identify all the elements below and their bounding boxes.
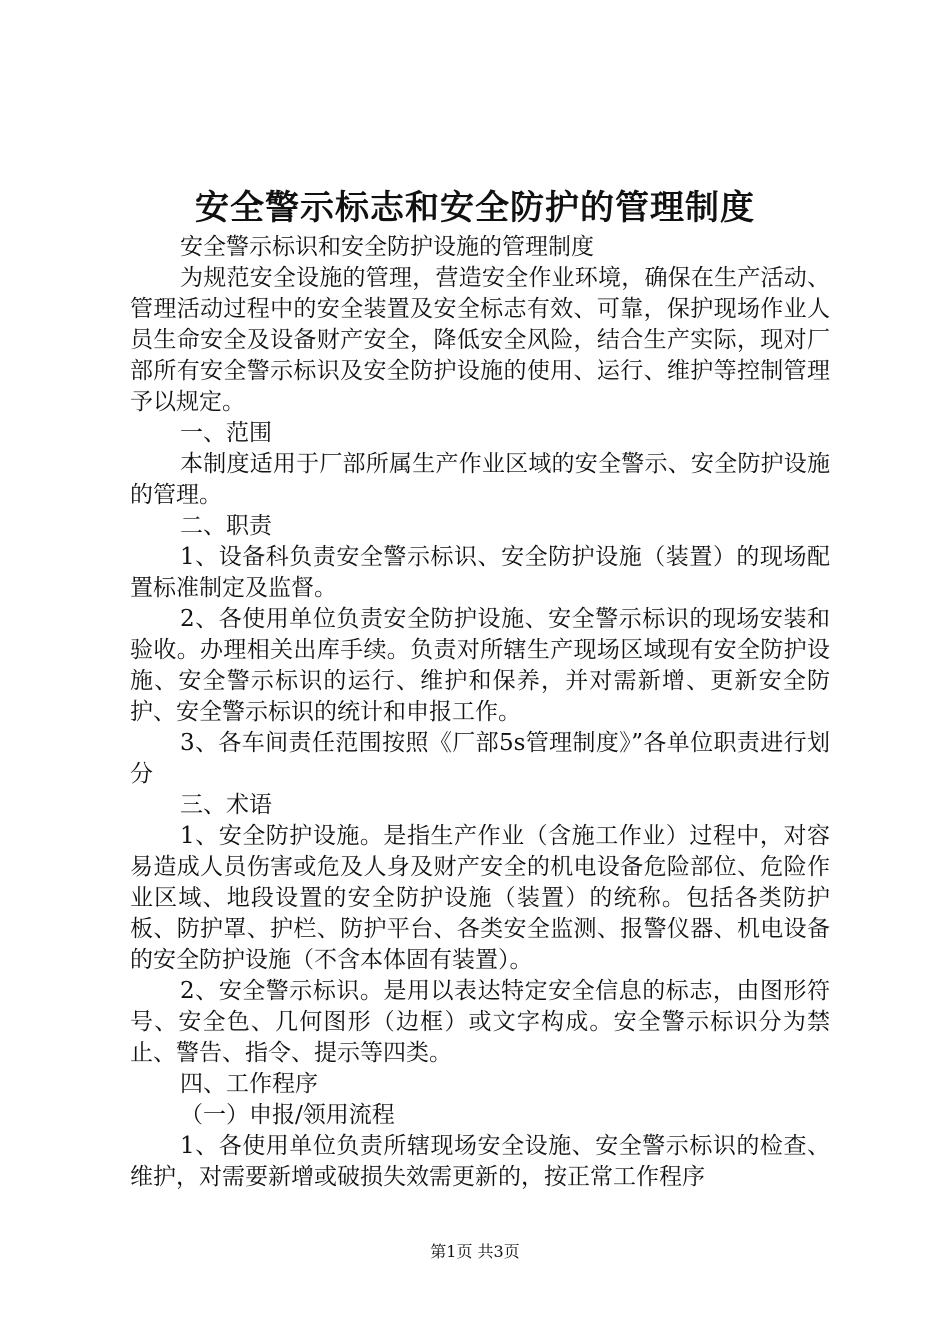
- paragraph-purpose: 为规范安全设施的管理，营造安全作业环境，确保在生产活动、管理活动过程中的安全装置及安全标志有效、可靠，保护现场作业人员生命安全及设备财产安全，降低安全风险，结合生产实际，现对厂部所有安全警示标识及安全防护设施的使用、运行、维护等控制管理予以规定。: [130, 265, 830, 415]
- section-heading-procedure: 四、工作程序: [180, 1071, 318, 1097]
- paragraph-scope: 本制度适用于厂部所属生产作业区域的安全警示、安全防护设施的管理。: [130, 451, 830, 508]
- document-body: [130, 232, 830, 1193]
- paragraph-procedure-1: 1、各使用单位负责所辖现场安全设施、安全警示标识的检查、维护，对需要新增或破损失效需更新的，按正常工作程序: [130, 1133, 830, 1190]
- paragraph-duty-3: 3、各车间责任范围按照《厂部5s管理制度》”各单位职责进行划分: [130, 730, 830, 787]
- paragraph-subtitle: 安全警示标识和安全防护设施的管理制度: [180, 234, 594, 260]
- section-heading-duties: 二、职责: [180, 513, 272, 539]
- paragraph-duty-1: 1、设备科负责安全警示标识、安全防护设施（装置）的现场配置标准制定及监督。: [130, 544, 830, 601]
- document-title: 安全警示标志和安全防护的管理制度: [195, 188, 755, 228]
- paragraph-term-1: 1、安全防护设施。是指生产作业（含施工作业）过程中，对容易造成人员伤害或危及人身及财产安全的机电设备危险部位、危险作业区域、地段设置的安全防护设施（装置）的统称。包括各类防护板、防护罩、护栏、防护平台、各类安全监测、报警仪器、机电设备的安全防护设施（不含本体固有装置）。: [130, 823, 830, 973]
- paragraph-term-2: 2、安全警示标识。是用以表达特定安全信息的标志，由图形符号、安全色、几何图形（边框）或文字构成。安全警示标识分为禁止、警告、指令、提示等四类。: [130, 978, 830, 1066]
- page-footer: 第1页 共3页: [430, 1242, 520, 1261]
- section-heading-terms: 三、术语: [180, 792, 272, 818]
- subsection-heading-apply: （一）申报/领用流程: [180, 1102, 395, 1128]
- section-heading-scope: 一、范围: [180, 420, 272, 446]
- paragraph-duty-2: 2、各使用单位负责安全防护设施、安全警示标识的现场安装和验收。办理相关出库手续。负责对所辖生产现场区域现有安全防护设施、安全警示标识的运行、维护和保养，并对需新增、更新安全防护、安全警示标识的统计和申报工作。: [130, 606, 830, 725]
